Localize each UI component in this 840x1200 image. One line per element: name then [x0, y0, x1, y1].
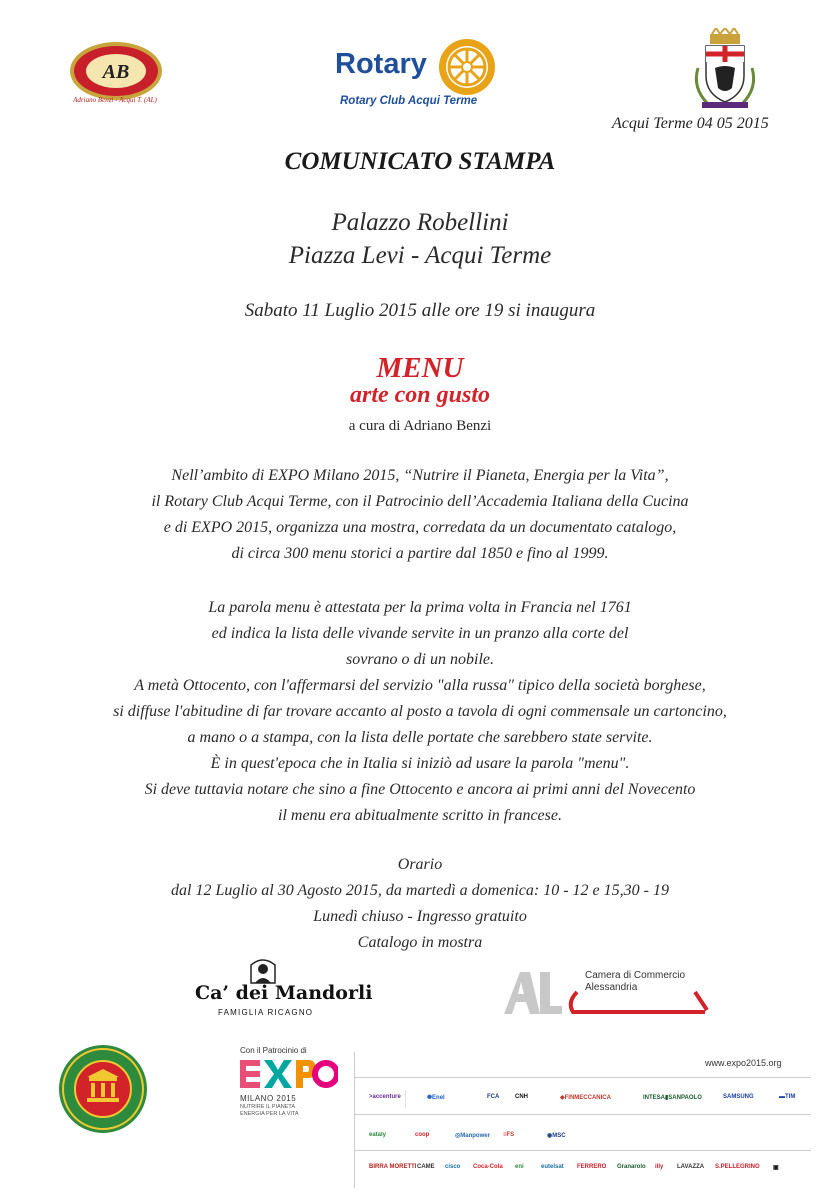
- rotary-wheel-icon: [436, 36, 498, 98]
- history-paragraph: [0, 595, 840, 829]
- partner-logo-illy: illy: [655, 1164, 664, 1170]
- patronage-label: Con il Patrocinio di: [240, 1046, 307, 1055]
- partner-logo-tim: ▬TIM: [779, 1094, 796, 1100]
- rotary-club-name: Rotary Club Acqui Terme: [340, 95, 478, 107]
- partner-logo-pellegrino: S.PELLEGRINO: [715, 1164, 760, 1170]
- partner-logo-enel: ✺Enel: [427, 1095, 445, 1101]
- document-date: Acqui Terme 04 05 2015: [612, 115, 769, 132]
- expo-website-url: www.expo2015.org: [705, 1058, 782, 1068]
- paragraph-line: A metà Ottocento, con l'affermarsi del servizio "alla russa" tipico della società borghese,: [134, 677, 706, 694]
- partner-logo-eataly: eataly: [369, 1132, 387, 1138]
- partner-logo-finmeccanica: ◆FINMECCANICA: [560, 1095, 611, 1101]
- partner-row-divider: [355, 1114, 811, 1115]
- ca-dei-mandorli-subtitle: FAMIGLIA RICAGNO: [218, 1008, 314, 1017]
- chamber-commerce-city: Alessandria: [585, 982, 638, 993]
- paragraph-line: È in quest'epoca che in Italia si iniziò ad usare la parola "menu".: [210, 755, 630, 772]
- expo-milano-label: MILANO 2015: [240, 1094, 297, 1103]
- partner-logo-lavazza: LAVAZZA: [677, 1164, 705, 1170]
- partner-logo-intesa: INTESA▮SANPAOLO: [643, 1095, 702, 1101]
- chamber-red-swoosh-icon: [565, 988, 710, 1016]
- vecchiantico-ab-logo: [68, 40, 164, 102]
- expo-tagline-1: NUTRIRE IL PIANETA: [240, 1104, 296, 1110]
- venue-name: Palazzo Robellini: [331, 209, 509, 236]
- paragraph-line: Nell’ambito di EXPO Milano 2015, “Nutrire il Pianeta, Energia per la Vita”,: [171, 467, 669, 484]
- camera-commercio-logo-icon: [500, 968, 564, 1016]
- schedule-closed-day: Lunedì chiuso - Ingresso gratuito: [313, 908, 527, 925]
- paragraph-line: a mano o a stampa, con la lista delle portate che sarebbero state servite.: [187, 729, 653, 746]
- press-release-title: COMUNICATO STAMPA: [284, 148, 556, 175]
- partner-logo-moretti: BIRRA MORETTI: [369, 1164, 417, 1170]
- partner-logo-coop: coop: [415, 1132, 430, 1138]
- partner-logo-manpower: ◎Manpower: [455, 1133, 490, 1139]
- partner-logo-cnh: CNH: [515, 1094, 528, 1100]
- accademia-italiana-cucina-seal-icon: [57, 1043, 149, 1135]
- partner-logo-granarolo: Granarolo: [617, 1164, 646, 1170]
- partner-logo-fca: FCA: [487, 1094, 500, 1100]
- intro-paragraph: [0, 463, 840, 567]
- curator-line: a cura di Adriano Benzi: [348, 418, 492, 434]
- paragraph-line: il menu era abitualmente scritto in francese.: [278, 807, 562, 824]
- paragraph-line: sovrano o di un nobile.: [346, 651, 494, 668]
- chamber-commerce-name: Camera di Commercio: [585, 970, 686, 981]
- schedule-catalog: Catalogo in mostra: [357, 934, 483, 951]
- schedule-heading: Orario: [397, 856, 443, 873]
- expo-2015-logo-icon: [238, 1058, 338, 1090]
- partner-logo-accenture: >accenture: [369, 1094, 401, 1100]
- partner-row-divider: [355, 1077, 811, 1078]
- venue-address: Piazza Levi - Acqui Terme: [288, 242, 552, 269]
- expo-partners-panel: [354, 1052, 811, 1188]
- paragraph-line: Si deve tuttavia notare che sino a fine Ottocento e ancora ai primi anni del Novecento: [144, 781, 696, 798]
- partner-row-divider: [355, 1150, 811, 1151]
- paragraph-line: e di EXPO 2015, organizza una mostra, corredata da un documentato catalogo,: [163, 519, 677, 536]
- ca-dei-mandorli-name: Ca’ dei Mandorli: [195, 982, 373, 1004]
- partner-logo-ferrero: FERRERO: [577, 1164, 607, 1170]
- ab-logo-caption: Adriano Benzi - Acqui T. (AL): [73, 96, 157, 104]
- partner-logo-trenitalia: ≡FS: [503, 1132, 515, 1138]
- ca-dei-mandorli-emblem-icon: [243, 955, 283, 985]
- paragraph-line: si diffuse l'abitudine di far trovare accanto al posto a tavola di ogni commensale un cartoncino,: [113, 703, 727, 720]
- opening-announcement: Sabato 11 Luglio 2015 alle ore 19 si inaugura: [244, 300, 596, 321]
- exhibition-subtitle: arte con gusto: [349, 382, 490, 408]
- schedule-hours: dal 12 Luglio al 30 Agosto 2015, da martedì a domenica: 10 - 12 e 15,30 - 19: [171, 882, 669, 899]
- partner-logo-msc: ◉MSC: [547, 1133, 566, 1139]
- paragraph-line: ed indica la lista delle vivande servite in un pranzo alla corte del: [211, 625, 629, 642]
- exhibition-title: MENU: [376, 352, 464, 384]
- paragraph-line: di circa 300 menu storici a partire dal 1850 e fino al 1999.: [231, 545, 609, 562]
- partner-cell-divider: [405, 1090, 406, 1108]
- partner-logo-other: ▣: [773, 1165, 779, 1171]
- partner-logo-samsung: SAMSUNG: [723, 1094, 754, 1100]
- paragraph-line: La parola menu è attestata per la prima volta in Francia nel 1761: [208, 599, 632, 616]
- partner-logo-eni: eni: [515, 1164, 524, 1170]
- rotary-wordmark: Rotary: [335, 48, 427, 80]
- svg-text:AB: AB: [102, 61, 130, 83]
- partner-logo-came: CAME: [417, 1164, 435, 1170]
- partner-logo-cisco: cisco: [445, 1164, 461, 1170]
- partner-logo-eutelsat: eutelsat: [541, 1164, 564, 1170]
- partner-logo-cocacola: Coca-Cola: [473, 1164, 503, 1170]
- paragraph-line: il Rotary Club Acqui Terme, con il Patrocinio dell’Accademia Italiana della Cucina: [151, 493, 689, 510]
- schedule-block: [0, 852, 840, 956]
- expo-tagline-2: ENERGIA PER LA VITA: [240, 1111, 299, 1117]
- acqui-terme-coat-of-arms-icon: [688, 28, 762, 112]
